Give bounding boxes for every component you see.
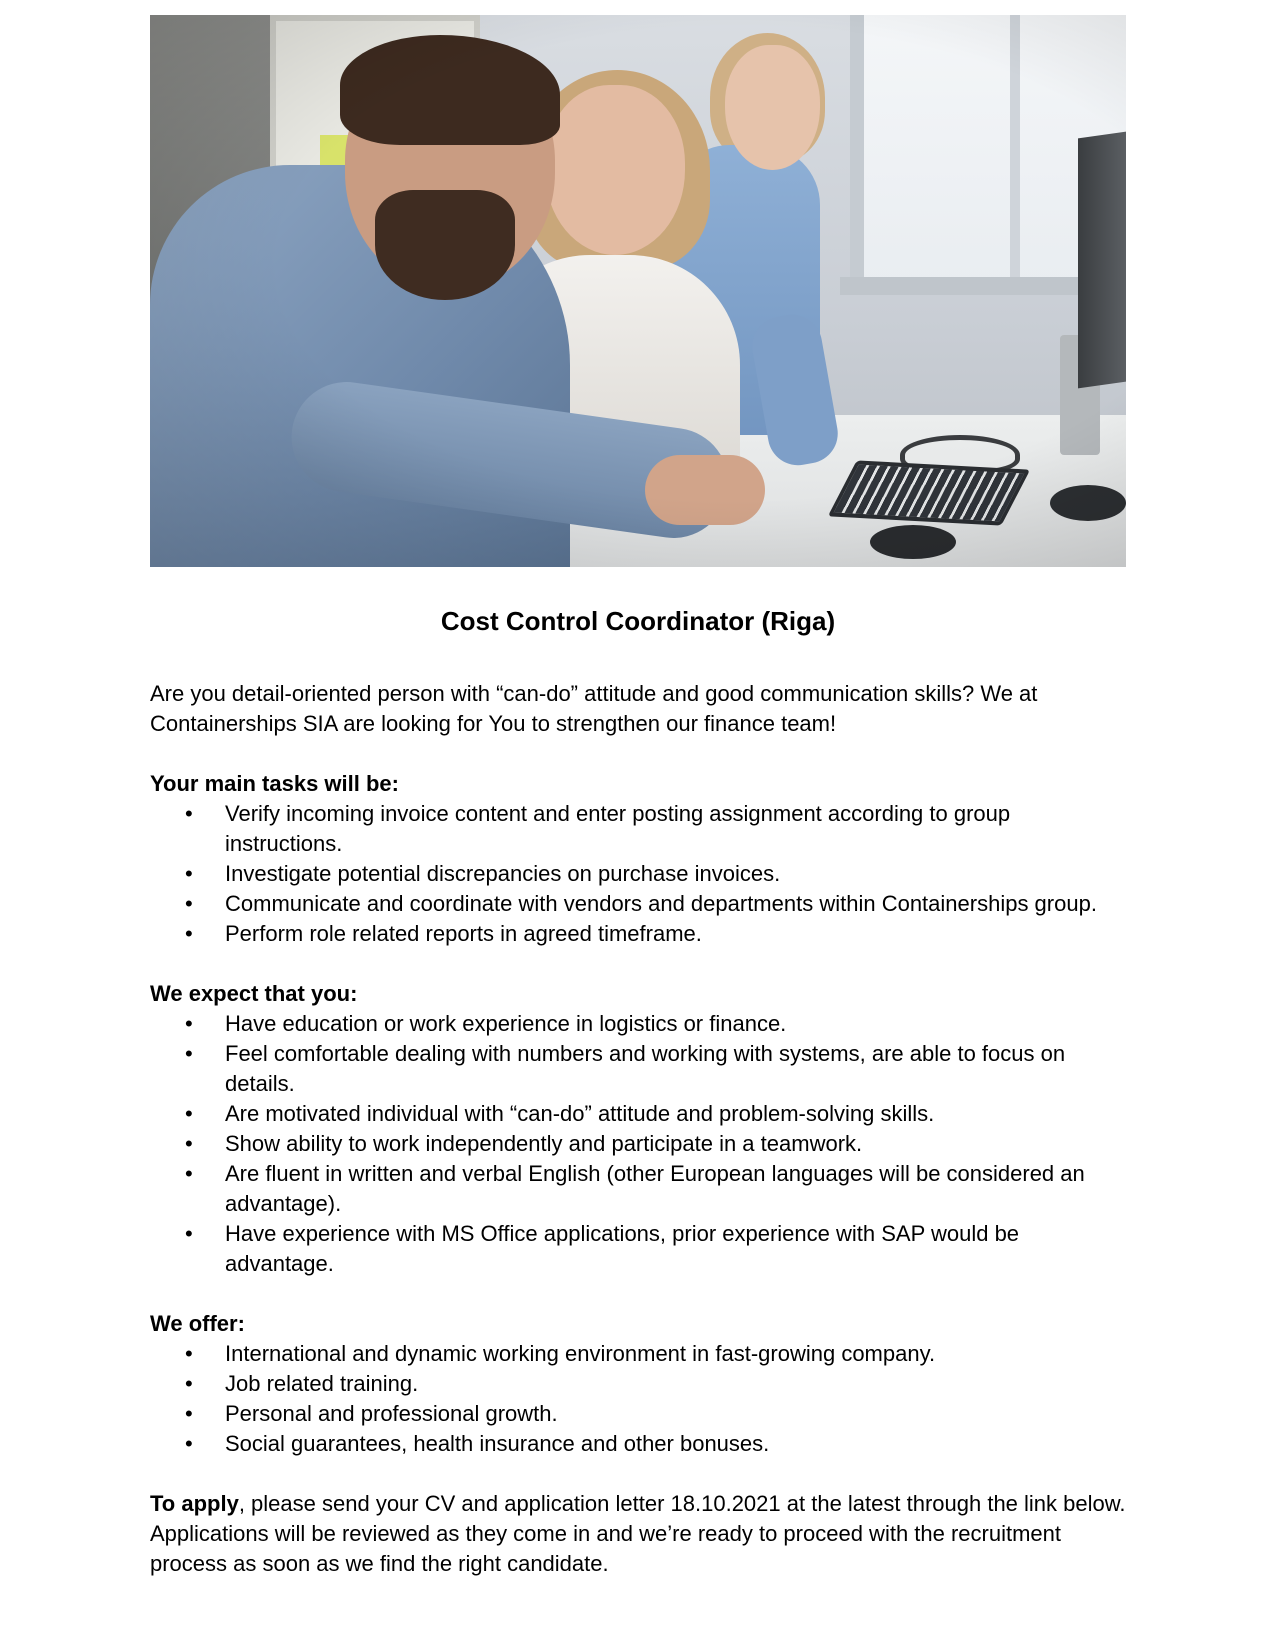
offer-list <box>150 1339 1126 1459</box>
list-item: • Have experience with MS Office applications, prior experience with SAP would be advantage. <box>225 1219 1126 1279</box>
tasks-list <box>150 799 1126 949</box>
list-item: • Are fluent in written and verbal English (other European languages will be considered an advantage). <box>225 1159 1126 1219</box>
office-team-photo-icon <box>150 15 1126 567</box>
expect-heading: We expect that you: <box>150 981 358 1006</box>
offer-heading: We offer: <box>150 1311 245 1336</box>
intro-paragraph: Are you detail-oriented person with “can-do” attitude and good communication skills? We at Containerships SIA are looking for You to strengthen our finance team! <box>150 681 1038 736</box>
list-item: • Verify incoming invoice content and enter posting assignment according to group instructions. <box>225 799 1126 859</box>
list-item: • Show ability to work independently and participate in a teamwork. <box>225 1129 1126 1159</box>
list-item: • Perform role related reports in agreed timeframe. <box>225 919 1126 949</box>
apply-lead: To apply <box>150 1491 239 1516</box>
job-posting-document <box>150 15 1126 1579</box>
apply-paragraph <box>150 1489 1126 1579</box>
list-item: • Are motivated individual with “can-do” attitude and problem-solving skills. <box>225 1099 1126 1129</box>
tasks-heading: Your main tasks will be: <box>150 771 399 796</box>
list-item: • Have education or work experience in logistics or finance. <box>225 1009 1126 1039</box>
list-item: • Job related training. <box>225 1369 1126 1399</box>
list-item: • International and dynamic working environment in fast-growing company. <box>225 1339 1126 1369</box>
apply-text: , please send your CV and application letter 18.10.2021 at the latest through the link below. Applications will be reviewed as they come in and we’re ready to proceed with the recruitment process as soon as we find the right candidate. <box>150 1491 1126 1576</box>
expect-list <box>150 1009 1126 1279</box>
list-item: • Communicate and coordinate with vendors and departments within Containerships group. <box>225 889 1126 919</box>
list-item: • Investigate potential discrepancies on purchase invoices. <box>225 859 1126 889</box>
list-item: • Personal and professional growth. <box>225 1399 1126 1429</box>
page-title: Cost Control Coordinator (Riga) <box>440 606 836 636</box>
list-item: • Feel comfortable dealing with numbers and working with systems, are able to focus on details. <box>225 1039 1126 1099</box>
list-item: • Social guarantees, health insurance and other bonuses. <box>225 1429 1126 1459</box>
